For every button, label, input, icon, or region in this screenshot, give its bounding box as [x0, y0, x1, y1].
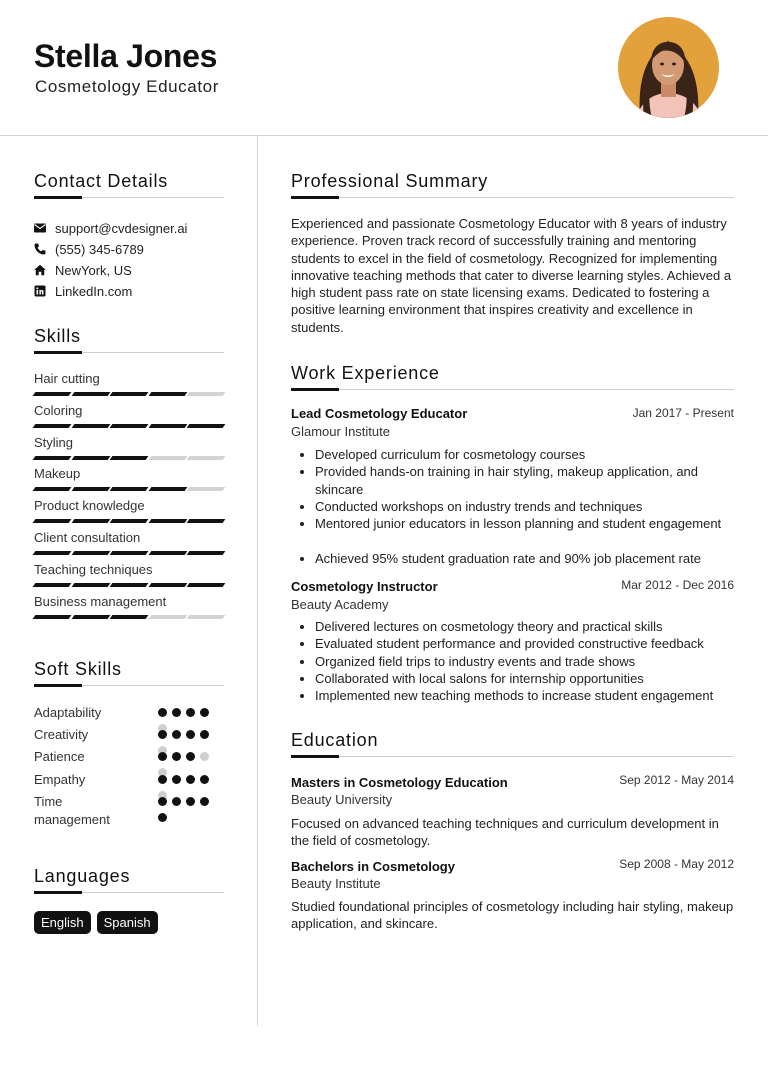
soft-skill-rating: [158, 728, 218, 740]
contact-heading: Contact Details: [34, 171, 169, 191]
resume-header: [0, 0, 768, 136]
skill-level-segment: [33, 456, 71, 460]
rating-dot: [200, 730, 209, 739]
phone-icon: [34, 243, 46, 255]
soft-skill-label: Creativity: [34, 727, 89, 742]
skill-level-segment: [110, 456, 148, 460]
skill-level-bar: [34, 487, 224, 493]
skill-level-segment: [148, 456, 186, 460]
skills-heading: Skills: [34, 326, 81, 346]
skill-level-segment: [187, 424, 225, 428]
rating-dot: [172, 775, 181, 784]
soft-skill-rating: [158, 706, 218, 718]
envelope-icon: [34, 222, 46, 234]
skill-level-bar: [34, 615, 224, 621]
rating-dot: [172, 708, 181, 717]
skill-level-segment: [148, 583, 186, 587]
skill-level-segment: [33, 519, 71, 523]
contact-phone[interactable]: [34, 240, 144, 258]
degree-description: Focused on advanced teaching techniques and curriculum development in the field of cosmetology.: [291, 816, 719, 849]
job-bullets: [315, 446, 743, 568]
contact-linkedin-text: LinkedIn.com: [55, 283, 133, 299]
skill-label: Makeup: [34, 466, 81, 482]
skill-level-segment: [33, 551, 71, 555]
job-bullets: [315, 618, 743, 704]
school-name: Beauty Institute: [291, 876, 381, 891]
rating-dot: [172, 752, 181, 761]
rating-dot: [186, 730, 195, 739]
job-bullet: Organized field trips to industry events and trade shows: [315, 653, 743, 670]
soft-skill-rating: [158, 750, 218, 762]
skill-level-segment: [148, 615, 186, 619]
candidate-title: Cosmetology Educator: [35, 77, 219, 96]
job-bullet: Implemented new teaching methods to increase student engagement: [315, 687, 743, 704]
soft-skill-label: Adaptability: [34, 705, 102, 720]
rating-dot: [158, 730, 167, 739]
skill-level-bar: [34, 424, 224, 430]
degree-dates: Sep 2012 - May 2014: [619, 773, 734, 787]
skill-label: Client consultation: [34, 530, 141, 545]
degree-dates: Sep 2008 - May 2012: [619, 857, 734, 871]
skill-level-segment: [110, 615, 148, 619]
rating-dot: [200, 708, 209, 717]
job-bullet: Developed curriculum for cosmetology courses: [315, 446, 743, 463]
skill-level-segment: [187, 392, 225, 396]
rating-dot: [186, 708, 195, 717]
skill-level-segment: [33, 615, 71, 619]
job-bullet: Collaborated with local salons for internship opportunities: [315, 670, 743, 687]
soft-skill-label: Patience: [34, 749, 85, 764]
soft-skill-rating: [158, 773, 218, 785]
skill-label: Business management: [34, 593, 167, 609]
skill-label: Styling: [34, 434, 74, 450]
skill-level-segment: [187, 519, 225, 523]
contact-rule: [34, 197, 224, 198]
skill-level-segment: [110, 583, 148, 587]
skill-level-segment: [148, 551, 186, 555]
summary-rule: [291, 197, 734, 198]
languages-heading: Languages: [34, 866, 131, 886]
skill-level-segment: [71, 392, 109, 396]
rating-dot: [158, 797, 167, 806]
languages-rule: [34, 892, 224, 893]
skill-level-segment: [33, 583, 71, 587]
contact-location-text: NewYork, US: [55, 262, 132, 278]
skill-level-segment: [187, 456, 225, 460]
candidate-name: Stella Jones: [34, 38, 218, 74]
skill-level-bar: [34, 392, 224, 398]
soft-skills-rule: [34, 685, 224, 686]
column-divider: [257, 136, 258, 1026]
skill-level-segment: [71, 487, 109, 491]
job-organization: Glamour Institute: [291, 424, 390, 439]
job-dates: Jan 2017 - Present: [632, 406, 734, 420]
skill-level-bar: [34, 551, 224, 557]
skill-label: Hair cutting: [34, 371, 100, 386]
rating-dot: [186, 775, 195, 784]
skills-rule: [34, 352, 224, 353]
rating-dot: [172, 730, 181, 739]
rating-dot: [158, 708, 167, 717]
job-bullet: Provided hands-on training in hair styling, makeup application, and skincare: [315, 463, 743, 498]
skill-level-segment: [187, 551, 225, 555]
job-title: Lead Cosmetology Educator: [291, 406, 468, 421]
skill-level-segment: [110, 392, 148, 396]
education-rule: [291, 756, 734, 757]
school-name: Beauty University: [291, 792, 393, 807]
skill-level-bar: [34, 583, 224, 589]
skill-level-segment: [71, 456, 109, 460]
language-pill: Spanish: [97, 911, 158, 934]
rating-dot: [200, 752, 209, 761]
skill-level-segment: [148, 487, 186, 491]
skill-level-segment: [71, 551, 109, 555]
rating-dot: [200, 797, 209, 806]
skill-label: Product knowledge: [34, 498, 145, 514]
contact-location: [34, 261, 132, 279]
job-bullet: Delivered lectures on cosmetology theory and practical skills: [315, 618, 743, 635]
skill-level-segment: [110, 551, 148, 555]
skill-level-segment: [71, 519, 109, 523]
skill-level-bar: [34, 456, 224, 462]
contact-email[interactable]: [34, 219, 187, 237]
home-icon: [34, 264, 46, 276]
skill-level-segment: [148, 519, 186, 523]
skill-label: Teaching techniques: [34, 561, 153, 577]
languages-list: [34, 911, 158, 934]
skill-level-segment: [71, 615, 109, 619]
rating-dot: [158, 752, 167, 761]
rating-dot: [158, 775, 167, 784]
skill-level-segment: [110, 519, 148, 523]
degree-title: Bachelors in Cosmetology: [291, 859, 455, 874]
skill-level-bar: [34, 519, 224, 525]
skill-level-segment: [71, 583, 109, 587]
rating-dot: [186, 797, 195, 806]
experience-heading: Work Experience: [291, 363, 440, 383]
skill-level-segment: [148, 424, 186, 428]
rating-dot: [200, 775, 209, 784]
skill-level-segment: [33, 424, 71, 428]
rating-dot: [172, 797, 181, 806]
job-dates: Mar 2012 - Dec 2016: [621, 578, 734, 592]
skill-level-segment: [110, 487, 148, 491]
contact-phone-text: (555) 345-6789: [55, 241, 144, 257]
skill-level-segment: [33, 392, 71, 396]
contact-linkedin[interactable]: [34, 282, 132, 300]
skill-level-segment: [148, 392, 186, 396]
job-bullet: Evaluated student performance and provided constructive feedback: [315, 635, 743, 652]
profile-photo: [618, 17, 719, 118]
skill-level-segment: [187, 487, 225, 491]
job-bullet: Mentored junior educators in lesson planning and student engagement: [315, 515, 743, 532]
experience-rule: [291, 389, 734, 390]
soft-skill-rating: [158, 795, 218, 807]
job-bullet: Achieved 95% student graduation rate and 90% job placement rate: [315, 550, 743, 567]
summary-heading: Professional Summary: [291, 171, 489, 191]
soft-skill-label: Empathy: [34, 772, 86, 787]
soft-skill-label: Time management: [34, 794, 110, 827]
skill-level-segment: [187, 583, 225, 587]
rating-dot: [158, 813, 167, 822]
language-pill: English: [34, 911, 91, 934]
degree-description: Studied foundational principles of cosmetology including hair styling, makeup application, and skincare.: [291, 899, 734, 932]
soft-skills-heading: Soft Skills: [34, 659, 122, 679]
education-heading: Education: [291, 730, 379, 750]
job-bullet: Conducted workshops on industry trends and techniques: [315, 498, 743, 515]
skill-label: Coloring: [34, 402, 83, 418]
contact-email-text: support@cvdesigner.ai: [55, 220, 188, 236]
job-organization: Beauty Academy: [291, 597, 389, 612]
rating-dot: [186, 752, 195, 761]
skill-level-segment: [71, 424, 109, 428]
skill-level-segment: [110, 424, 148, 428]
linkedin-icon: [34, 285, 46, 297]
job-title: Cosmetology Instructor: [291, 579, 438, 594]
degree-title: Masters in Cosmetology Education: [291, 775, 508, 790]
skill-level-segment: [33, 487, 71, 491]
summary-text: Experienced and passionate Cosmetology Educator with 8 years of industry experience. Proven track record of successfully training and mentoring students to excel in the field of cosmetology. Recognized for implementing innovative teaching methods that cater to diverse learning styles. Achieved a high student pass rate on state licensing exams. Dedicated to fostering a positive learning environment that inspires creativity and excellence in students.: [291, 216, 732, 335]
skill-level-segment: [187, 615, 225, 619]
